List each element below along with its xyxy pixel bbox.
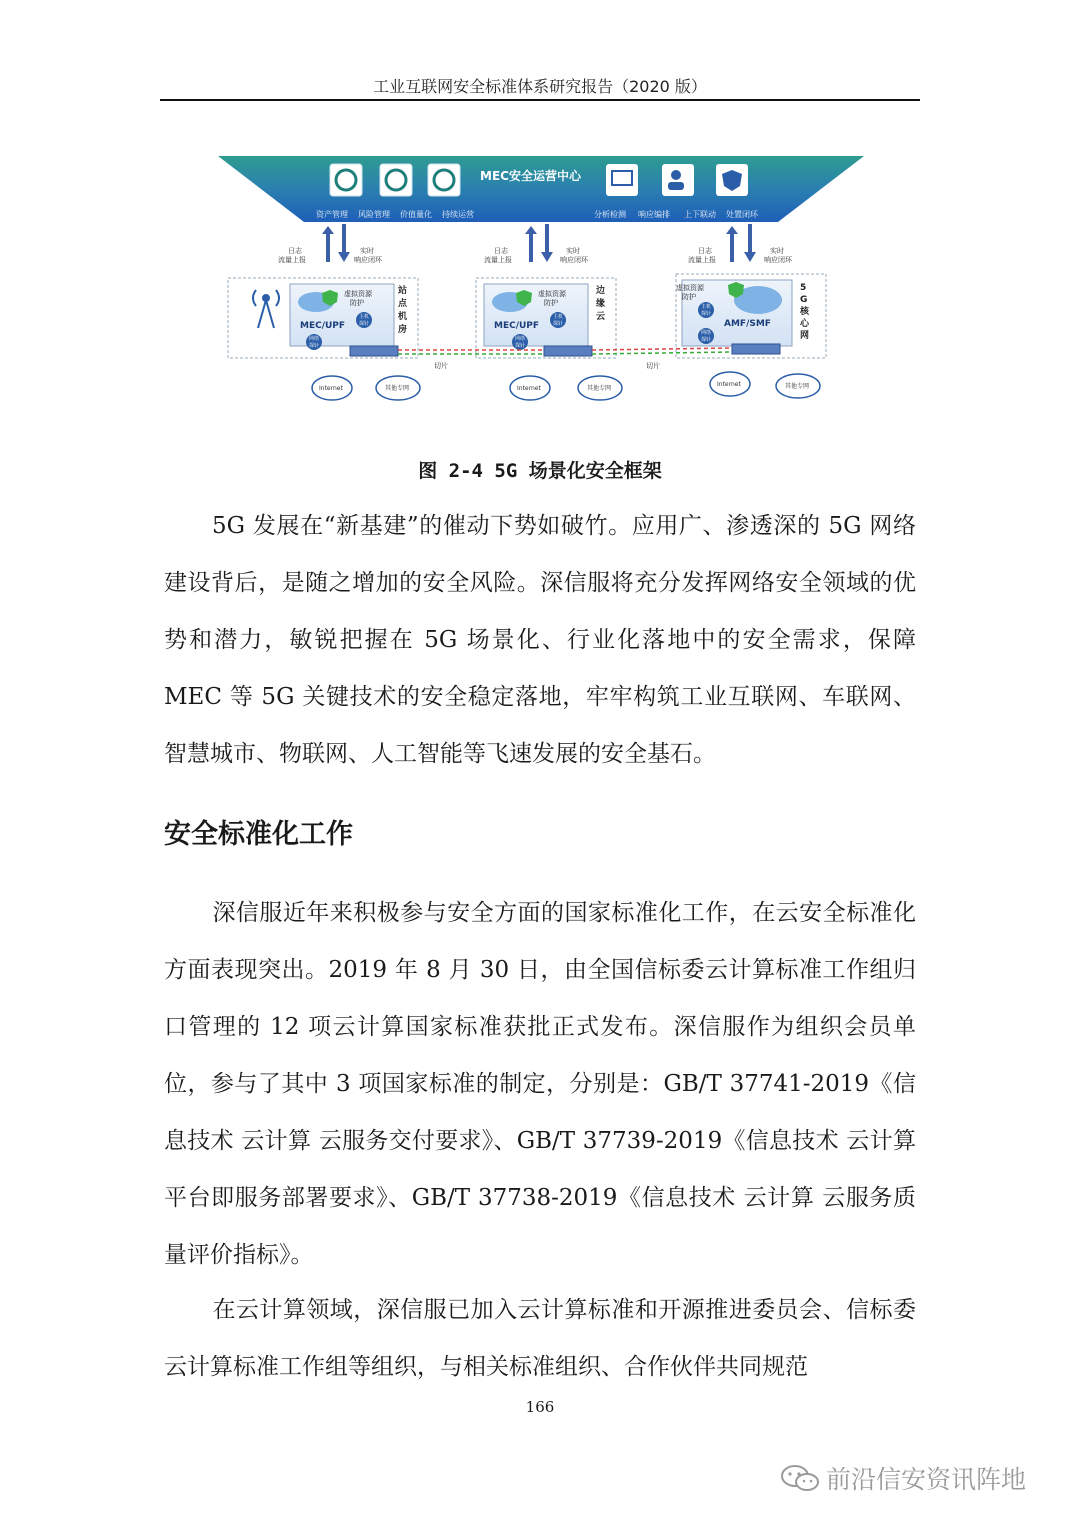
svg-text:Internet: Internet (717, 381, 741, 388)
svg-text:响应闭环: 响应闭环 (560, 256, 588, 264)
banner-left-label: 持续运营 (442, 210, 474, 219)
svg-text:防护: 防护 (682, 293, 696, 301)
banner-shape (218, 156, 864, 222)
arrows-node3 (726, 224, 756, 262)
header-rule (160, 99, 920, 101)
svg-text:网: 网 (800, 331, 810, 341)
svg-text:防护: 防护 (350, 299, 364, 307)
paragraph-3: 在云计算领域，深信服已加入云计算标准和开源推进委员会、信标委云计算标准工作组等组织，与相关标准组织、合作伙伴共同规范 (164, 1297, 916, 1380)
svg-text:流量上报: 流量上报 (688, 256, 716, 264)
svg-text:响应闭环: 响应闭环 (354, 256, 382, 264)
watermark-text: 前沿信安资讯阵地 (826, 1465, 1027, 1494)
svg-text:网络: 网络 (701, 330, 712, 336)
svg-text:实时: 实时 (566, 247, 580, 255)
banner-title: MEC安全运营中心 (480, 169, 581, 183)
svg-text:探针: 探针 (553, 321, 564, 327)
section-heading: 安全标准化工作 (164, 819, 353, 850)
svg-text:探针: 探针 (701, 311, 712, 317)
svg-text:其他专网: 其他专网 (385, 385, 410, 392)
svg-text:实时: 实时 (360, 247, 374, 255)
svg-text:虚拟资源: 虚拟资源 (538, 290, 566, 298)
svg-text:主机: 主机 (553, 314, 564, 320)
figure-caption: 图 2-4 5G 场景化安全框架 (418, 460, 662, 482)
figure-5g-security-framework (218, 150, 864, 412)
wechat-icon (780, 1463, 820, 1493)
svg-text:虚拟资源: 虚拟资源 (344, 290, 372, 298)
antenna-icon (253, 290, 279, 328)
arrows-node2 (525, 224, 553, 262)
banner-right-label: 响应编排 (638, 210, 670, 219)
svg-text:核: 核 (800, 307, 810, 317)
svg-text:AMF/SMF: AMF/SMF (724, 319, 771, 329)
svg-text:切片: 切片 (646, 362, 660, 370)
node1-panel (290, 284, 394, 346)
svg-text:边: 边 (596, 286, 606, 296)
svg-text:网络: 网络 (515, 336, 526, 342)
svg-text:流量上报: 流量上报 (484, 256, 512, 264)
svg-text:虚拟资源: 虚拟资源 (676, 284, 704, 292)
svg-text:日志: 日志 (494, 247, 508, 255)
svg-text:主机: 主机 (701, 304, 712, 310)
svg-text:日志: 日志 (698, 247, 712, 255)
svg-text:房: 房 (398, 325, 408, 335)
svg-text:其他专网: 其他专网 (785, 383, 810, 390)
svg-text:探针: 探针 (515, 343, 526, 349)
banner-left-label: 价值量化 (400, 210, 432, 219)
arrows-node1 (322, 224, 350, 262)
svg-text:站: 站 (398, 286, 408, 296)
svg-text:流量上报: 流量上报 (278, 256, 306, 264)
svg-text:5: 5 (800, 283, 807, 293)
node2-panel (484, 284, 588, 346)
paragraph-1: 5G 发展在“新基建”的催动下势如破竹。应用广、渗透深的 5G 网络建设背后，是随之增加的安全风险。深信服将充分发挥网络安全领域的优势和潜力，敏锐把握在 5G 场景化、行业化落地中的安全需求，保障 MEC 等 5G 关键技术的安全稳定落地，牢牢构筑工业互联网、车联网、智慧城市、物联网、人工智能等飞速发展的安全基石。 (164, 513, 916, 767)
svg-text:心: 心 (800, 319, 810, 329)
banner-right-label: 上下联动 (684, 210, 716, 219)
svg-text:MEC/UPF: MEC/UPF (300, 321, 346, 331)
banner-right-label: 处置闭环 (726, 210, 758, 219)
svg-text:点: 点 (398, 299, 408, 309)
banner-right-label: 分析检测 (594, 210, 626, 219)
svg-text:日志: 日志 (288, 247, 302, 255)
svg-text:MEC/UPF: MEC/UPF (494, 321, 540, 331)
svg-text:Internet: Internet (319, 385, 343, 392)
paragraph-2: 深信服近年来积极参与安全方面的国家标准化工作，在云安全标准化方面表现突出。2019 年 8 月 30 日，由全国信标委云计算标准工作组归口管理的 12 项云计算国家标准获批正式发布。深信服作为组织会员单位，参与了其中 3 项国家标准的制定，分别是：GB/T 37741-2019《信息技术 云计算 云服务交付要求》、GB/T 37739-2019《信息技术 云计算平台即服务部署要求》、GB/T 37738-2019《信息技术 云计算 云服务质量评价指标》。 (164, 900, 916, 1268)
page-number: 166 (525, 1398, 555, 1416)
svg-text:机: 机 (398, 312, 408, 322)
svg-text:探针: 探针 (359, 321, 370, 327)
banner-left-label: 资产管理 (316, 210, 348, 219)
svg-text:其他专网: 其他专网 (587, 385, 612, 392)
svg-text:响应闭环: 响应闭环 (764, 256, 792, 264)
svg-text:网络: 网络 (309, 336, 320, 342)
svg-text:切片: 切片 (434, 362, 448, 370)
svg-text:实时: 实时 (770, 247, 784, 255)
page-header: 工业互联网安全标准体系研究报告（2020 版） (373, 77, 707, 96)
svg-text:缘: 缘 (596, 299, 606, 309)
svg-text:探针: 探针 (701, 337, 712, 343)
svg-text:防护: 防护 (544, 299, 558, 307)
svg-text:主机: 主机 (359, 314, 370, 320)
monitor-icon (606, 164, 638, 196)
banner-left-label: 风险管理 (358, 210, 390, 219)
watermark (780, 1460, 1026, 1496)
svg-text:Internet: Internet (517, 385, 541, 392)
svg-text:探针: 探针 (309, 343, 320, 349)
svg-text:G: G (800, 295, 808, 305)
svg-text:云: 云 (596, 312, 606, 322)
user-icon (662, 164, 694, 196)
